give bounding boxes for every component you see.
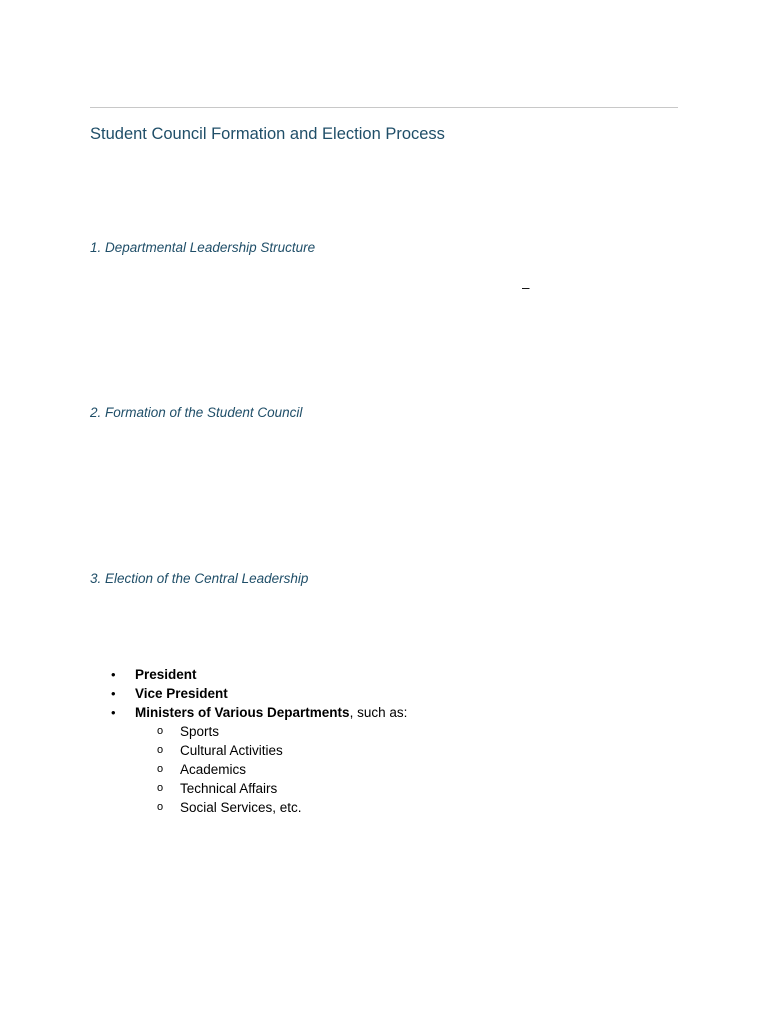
stray-dash: –	[522, 280, 530, 295]
sub-list-item-cultural-activities	[0, 741, 768, 760]
bullet-icon: •	[111, 667, 116, 682]
section-heading-departmental-leadership: 1. Departmental Leadership Structure	[90, 240, 316, 255]
list-item-vice-president	[0, 684, 768, 703]
sub-list-item-social-services	[0, 798, 768, 817]
section-heading-student-council-formation: 2. Formation of the Student Council	[90, 405, 303, 420]
title-divider	[90, 107, 678, 108]
position-suffix: , such as:	[349, 705, 408, 720]
hollow-bullet-icon: o	[157, 763, 164, 775]
position-label: Ministers of Various Departments	[135, 705, 350, 720]
department-label: Sports	[180, 724, 220, 739]
document-title: Student Council Formation and Election Process	[90, 125, 445, 143]
bullet-icon: •	[111, 705, 116, 720]
department-label: Technical Affairs	[180, 781, 278, 796]
list-item-president	[0, 665, 768, 684]
hollow-bullet-icon: o	[157, 801, 164, 813]
department-label: Cultural Activities	[180, 743, 283, 758]
department-label: Social Services, etc.	[180, 800, 302, 815]
list-item-ministers	[0, 703, 768, 722]
hollow-bullet-icon: o	[157, 782, 164, 794]
sub-list-item-technical-affairs	[0, 779, 768, 798]
positions-list	[0, 665, 768, 817]
sub-list-item-academics	[0, 760, 768, 779]
section-heading-central-leadership-election: 3. Election of the Central Leadership	[90, 571, 309, 586]
hollow-bullet-icon: o	[157, 744, 164, 756]
sub-list-item-sports	[0, 722, 768, 741]
position-label: Vice President	[135, 686, 228, 701]
position-label: President	[135, 667, 197, 682]
department-label: Academics	[180, 762, 247, 777]
hollow-bullet-icon: o	[157, 725, 164, 737]
bullet-icon: •	[111, 686, 116, 701]
